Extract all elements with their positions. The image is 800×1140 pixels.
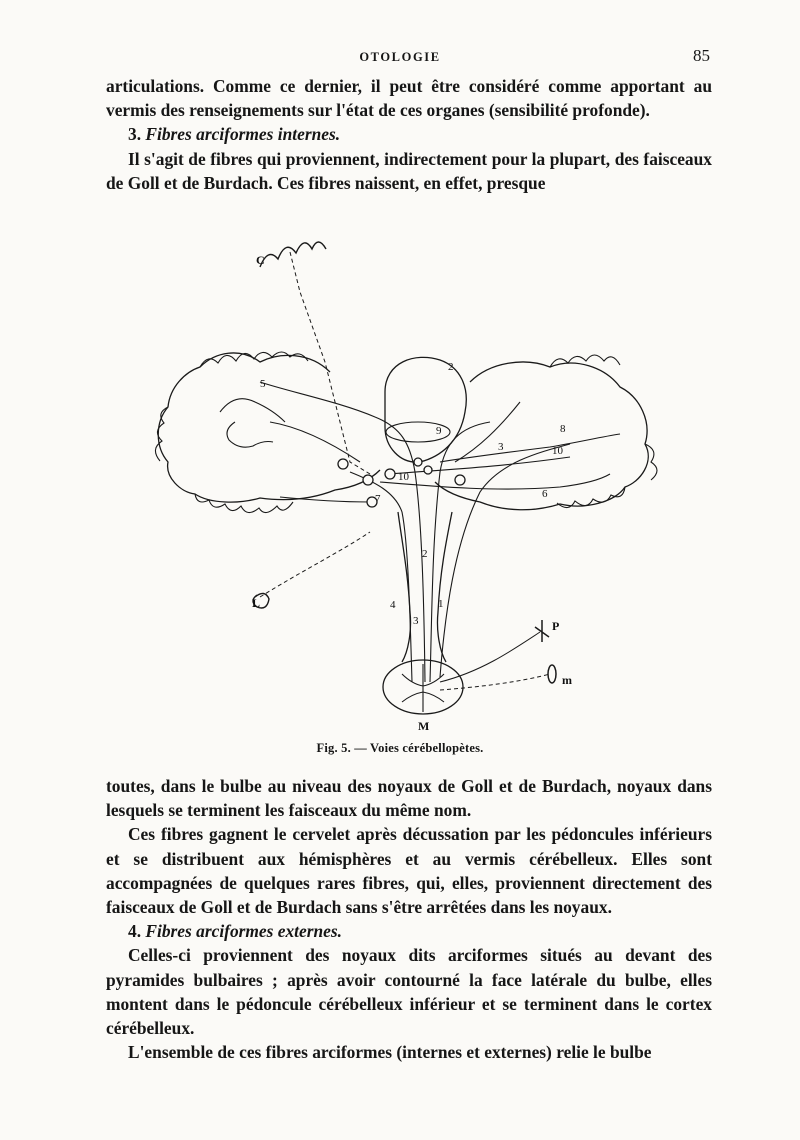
paragraph: Ces fibres gagnent le cervelet après décussation par les pédoncules inférieurs et se distribuent aux hémisphères et au vermis cérébelleux. Elles sont accompagnées de quelques rares fibres, qui, elles, proviennent directement des faisceaux de Goll et de Burdach sans s'être arrêtées dans les noyaux. [106, 824, 712, 918]
receptor-m [548, 665, 556, 683]
receptor-c [260, 242, 326, 267]
section-heading [106, 919, 712, 943]
label-l: L [252, 596, 261, 610]
paragraph: L'ensemble de ces fibres arciformes (internes et externes) relie le bulbe [128, 1042, 652, 1063]
section-heading [106, 122, 712, 146]
figure-voies-cerebellopetes [140, 212, 660, 742]
label-4: 4 [390, 599, 396, 611]
label-5: 5 [260, 378, 266, 390]
fibre-5 [270, 422, 360, 462]
label-10: 10 [398, 471, 409, 483]
fibre-4 [350, 472, 412, 682]
cerebellum-pathway-diagram [140, 212, 660, 742]
label-10b: 10 [552, 445, 563, 457]
fibre-c [290, 252, 370, 474]
label-3: 3 [498, 441, 504, 453]
label-9: 9 [436, 425, 442, 437]
top-text-block [106, 74, 712, 195]
label-6: 6 [542, 488, 548, 500]
fibre-p [440, 632, 540, 682]
running-title: OTOLOGIE [359, 50, 441, 64]
bottom-text-block [106, 774, 712, 1064]
left-folia [155, 352, 308, 513]
fibre-l [260, 532, 370, 597]
paragraph: toutes, dans le bulbe au niveau des noyaux de Goll et de Burdach, noyaux dans lesquels se terminent les faisceaux du même nom. [106, 776, 712, 821]
paragraph: articulations. Comme ce dernier, il peut être considéré comme apportant au vermis des renseignements sur l'état de ces organes (sensibilité profonde). [106, 76, 712, 121]
paragraph: Celles-ci proviennent des noyaux dits arciformes situés au devant des pyramides bulbaires ; après avoir contourné la face latérale du bulbe, elles montent dans le pédoncule cérébelleux inférieur et se terminent dans le cortex cérébelleux. [106, 945, 712, 1039]
fibre-8 [440, 434, 620, 462]
label-2b: 2 [422, 548, 428, 560]
label-8: 8 [560, 423, 566, 435]
label-1: 1 [438, 598, 444, 610]
vermis [385, 357, 466, 462]
label-m-bottom: M [418, 719, 430, 733]
label-c: C [256, 253, 265, 267]
paragraph: Il s'agit de fibres qui proviennent, indirectement pour la plupart, des faisceaux de Goll et de Burdach. Ces fibres naissent, en effet, presque [106, 148, 712, 193]
left-inner-lobe [220, 399, 285, 422]
section-number: 3. [128, 124, 142, 145]
section-title: Fibres arciformes externes. [145, 921, 343, 942]
left-small-lobule [227, 422, 273, 447]
figure-caption: Fig. 5. — Voies cérébellopètes. [316, 741, 484, 755]
receptor-p [535, 620, 549, 642]
fibre-m [440, 674, 550, 690]
label-m-right: m [562, 673, 572, 687]
label-p: P [552, 619, 560, 633]
page-number: 85 [693, 46, 710, 65]
grey-matter [402, 664, 444, 712]
section-number: 4. [128, 921, 142, 942]
label-3b: 3 [413, 615, 419, 627]
left-hemisphere-outline [158, 353, 380, 502]
label-7: 7 [375, 493, 381, 505]
running-head [0, 46, 800, 68]
section-title: Fibres arciformes internes. [145, 124, 341, 145]
label-2: 2 [448, 361, 454, 373]
right-folia [550, 355, 657, 508]
